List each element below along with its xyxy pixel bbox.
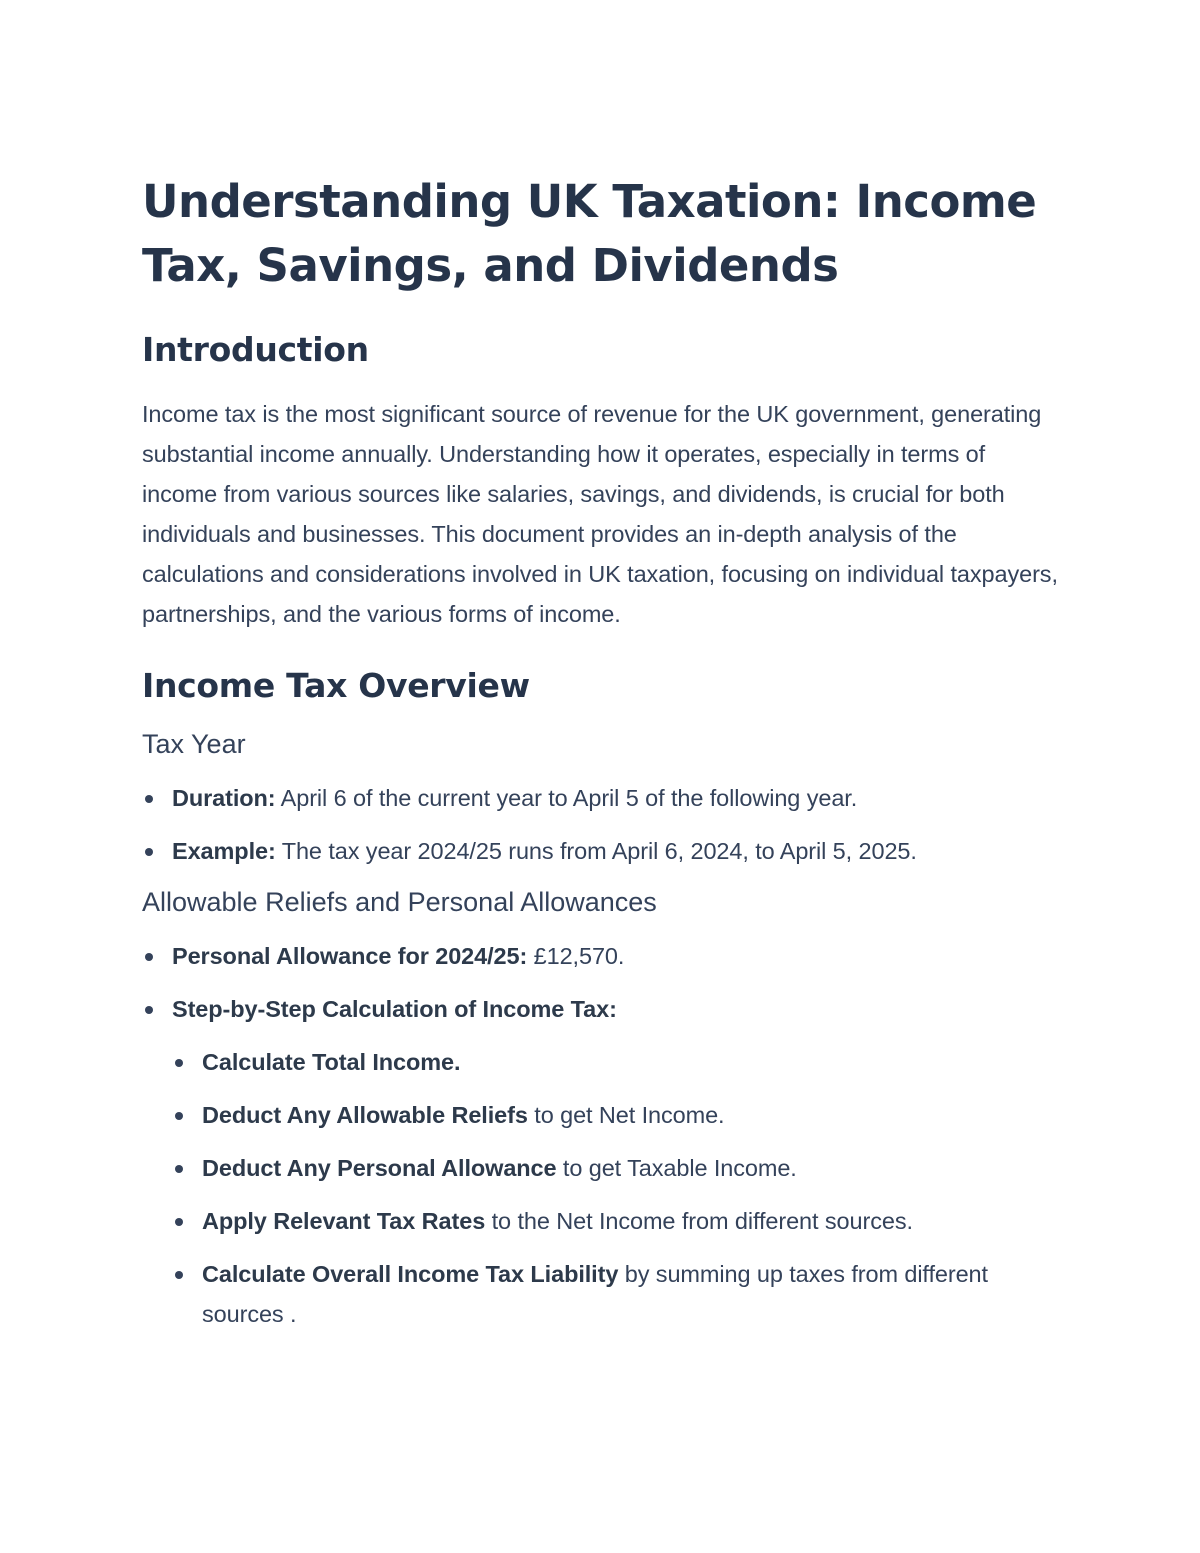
step-text: to the Net Income from different sources.: [485, 1208, 913, 1234]
step-text: by summing up taxes from different sources .: [202, 1261, 988, 1327]
introduction-heading: Introduction: [142, 330, 369, 369]
step-label: Calculate Overall Income Tax Liability: [202, 1261, 619, 1287]
list-item-label: Duration:: [172, 785, 276, 811]
step-text: to get Taxable Income.: [556, 1155, 797, 1181]
tax-year-list: [142, 778, 1060, 871]
step-label: Deduct Any Personal Allowance: [202, 1155, 557, 1181]
list-item-personal-allowance: [142, 936, 1060, 976]
list-item-label: Step-by-Step Calculation of Income Tax:: [172, 996, 617, 1022]
step-label: Apply Relevant Tax Rates: [202, 1208, 486, 1234]
overview-section: [142, 664, 1060, 1334]
introduction-paragraph: Income tax is the most significant source of revenue for the UK government, generating substantial income annually. Understanding how it operates, especially in terms of income from various sources like salaries, savings, and dividends, is crucial for both individuals and businesses. This document provides an in-depth analysis of the calculations and considerations involved in UK taxation, focusing on individual taxpayers, partnerships, and the various forms of income.: [142, 401, 1058, 627]
list-item-label: Example:: [172, 838, 276, 864]
list-item-text: £12,570.: [527, 943, 625, 969]
reliefs-heading: Allowable Reliefs and Personal Allowances: [142, 887, 657, 917]
reliefs-list: [142, 936, 1060, 1334]
step-item: [172, 1042, 1060, 1082]
step-label: Deduct Any Allowable Reliefs: [202, 1102, 528, 1128]
list-item-duration: [142, 778, 1060, 818]
step-label: Calculate Total Income.: [202, 1049, 461, 1075]
overview-heading: Income Tax Overview: [142, 666, 530, 705]
document-title: Understanding UK Taxation: Income Tax, Savings, and Dividends: [142, 175, 1037, 292]
step-item: [172, 1254, 1060, 1334]
step-item: [172, 1148, 1060, 1188]
introduction-section: [142, 328, 1060, 634]
step-item: [172, 1201, 1060, 1241]
step-item: [172, 1095, 1060, 1135]
step-text: to get Net Income.: [527, 1102, 725, 1128]
list-item-example: [142, 831, 1060, 871]
list-item-text: April 6 of the current year to April 5 of the following year.: [275, 785, 858, 811]
list-item-text: The tax year 2024/25 runs from April 6, 2024, to April 5, 2025.: [275, 838, 917, 864]
list-item-label: Personal Allowance for 2024/25:: [172, 943, 528, 969]
steps-list: [172, 1042, 1060, 1334]
list-item-steps: [142, 989, 1060, 1334]
tax-year-heading: Tax Year: [142, 729, 246, 759]
